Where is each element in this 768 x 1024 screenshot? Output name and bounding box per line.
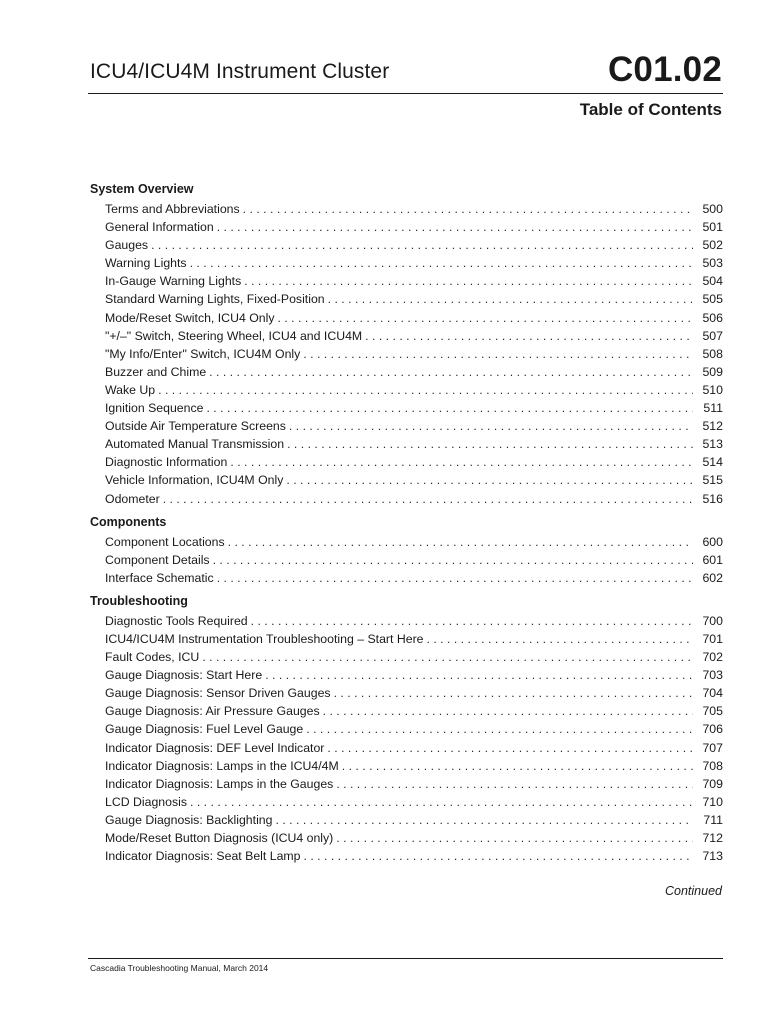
toc-entry[interactable] (90, 381, 723, 399)
toc-section (90, 180, 723, 508)
dot-leader (228, 533, 693, 551)
toc-entry[interactable] (90, 218, 723, 236)
dot-leader (303, 345, 693, 363)
entry-title: Fault Codes, ICU (105, 650, 200, 665)
entry-page-number: 704 (702, 686, 723, 701)
dot-leader (327, 739, 693, 757)
section-code: C01.02 (607, 50, 722, 89)
toc-entry[interactable] (90, 612, 723, 630)
toc-entry[interactable] (90, 739, 723, 757)
entry-title: Indicator Diagnosis: Lamps in the Gauges (105, 776, 334, 791)
toc-entry[interactable] (90, 666, 723, 684)
dot-leader (304, 847, 694, 865)
toc-entry[interactable] (90, 200, 723, 218)
entry-page-number: 515 (702, 473, 723, 488)
dot-leader (190, 254, 693, 272)
dot-leader (202, 648, 693, 666)
dot-leader (342, 757, 693, 775)
section-heading: System Overview (90, 182, 194, 196)
toc-entry[interactable] (90, 630, 723, 648)
entry-title: Warning Lights (105, 256, 187, 271)
toc-entry[interactable] (90, 720, 723, 738)
toc-entry[interactable] (90, 569, 723, 587)
dot-leader (206, 399, 693, 417)
entry-title: Odometer (105, 491, 160, 506)
entry-page-number: 507 (702, 328, 723, 343)
entry-page-number: 505 (702, 292, 723, 307)
dot-leader (427, 630, 693, 648)
entry-title: Standard Warning Lights, Fixed-Position (105, 292, 325, 307)
dot-leader (278, 309, 694, 327)
dot-leader (336, 829, 693, 847)
entry-page-number: 710 (702, 794, 723, 809)
toc-entry[interactable] (90, 702, 723, 720)
dot-leader (163, 490, 693, 508)
toc-entry[interactable] (90, 829, 723, 847)
dot-leader (275, 811, 693, 829)
dot-leader (336, 775, 693, 793)
entry-page-number: 512 (702, 419, 723, 434)
entry-title: "My Info/Enter" Switch, ICU4M Only (105, 346, 301, 361)
entry-title: Wake Up (105, 382, 156, 397)
dot-leader (190, 793, 693, 811)
entry-page-number: 702 (702, 650, 723, 665)
toc-entry[interactable] (90, 363, 723, 381)
entry-title: Gauge Diagnosis: Sensor Driven Gauges (105, 686, 331, 701)
entry-page-number: 511 (703, 401, 723, 416)
dot-leader (244, 272, 693, 290)
toc-entry[interactable] (90, 272, 723, 290)
entry-title: Vehicle Information, ICU4M Only (105, 473, 284, 488)
entry-title: Indicator Diagnosis: Lamps in the ICU4/4M (105, 758, 339, 773)
toc-entry[interactable] (90, 847, 723, 865)
entry-page-number: 513 (702, 437, 723, 452)
entry-page-number: 600 (702, 534, 723, 549)
toc-entry[interactable] (90, 757, 723, 775)
toc-entry[interactable] (90, 551, 723, 569)
dot-leader (286, 471, 693, 489)
entry-page-number: 706 (702, 722, 723, 737)
toc-entry[interactable] (90, 254, 723, 272)
footer-divider (88, 958, 723, 959)
toc-entry[interactable] (90, 399, 723, 417)
section-heading: Components (90, 514, 167, 529)
entry-page-number: 516 (702, 491, 723, 506)
entry-page-number: 510 (702, 382, 723, 397)
toc-entry[interactable] (90, 345, 723, 363)
document-title: ICU4/ICU4M Instrument Cluster (90, 60, 390, 83)
toc-entry[interactable] (90, 236, 723, 254)
entry-title: Gauge Diagnosis: Start Here (105, 668, 263, 683)
entry-title: "+/–" Switch, Steering Wheel, ICU4 and ICU4M (105, 328, 363, 343)
entry-page-number: 700 (702, 613, 723, 628)
continued-label: Continued (665, 884, 722, 898)
entry-title: Terms and Abbreviations (105, 202, 240, 216)
entry-title: Buzzer and Chime (105, 364, 207, 379)
toc-entry[interactable] (90, 533, 723, 551)
dot-leader (328, 290, 693, 308)
dot-leader (230, 453, 693, 471)
entry-title: Gauges (105, 238, 149, 253)
entry-page-number: 506 (702, 310, 723, 325)
toc-entry[interactable] (90, 435, 723, 453)
entry-page-number: 707 (702, 740, 723, 755)
toc-entry[interactable] (90, 453, 723, 471)
entry-page-number: 500 (702, 202, 723, 216)
toc-section (90, 592, 723, 865)
entry-page-number: 713 (702, 849, 723, 864)
dot-leader (151, 236, 693, 254)
entry-title: Diagnostic Tools Required (105, 613, 248, 628)
entry-page-number: 709 (702, 776, 723, 791)
toc-entry[interactable] (90, 417, 723, 435)
entry-title: Gauge Diagnosis: Fuel Level Gauge (105, 722, 304, 737)
toc-entry[interactable] (90, 327, 723, 345)
entry-title: Component Details (105, 552, 210, 567)
entry-title: Indicator Diagnosis: DEF Level Indicator (105, 740, 325, 755)
dot-leader (306, 720, 693, 738)
entry-title: Indicator Diagnosis: Seat Belt Lamp (105, 849, 301, 864)
dot-leader (217, 569, 693, 587)
dot-leader (289, 417, 693, 435)
entry-title: Outside Air Temperature Screens (105, 419, 286, 434)
dot-leader (243, 200, 693, 218)
entry-title: LCD Diagnosis (105, 794, 188, 809)
toc-entry[interactable] (90, 309, 723, 327)
dot-leader (217, 218, 693, 236)
entry-page-number: 509 (702, 364, 723, 379)
entry-title: Diagnostic Information (105, 455, 228, 470)
dot-leader (209, 363, 693, 381)
entry-page-number: 705 (702, 704, 723, 719)
entry-page-number: 711 (703, 812, 723, 827)
entry-title: Gauge Diagnosis: Air Pressure Gauges (105, 704, 320, 719)
entry-page-number: 703 (702, 668, 723, 683)
entry-title: Mode/Reset Button Diagnosis (ICU4 only) (105, 831, 334, 845)
dot-leader (334, 684, 693, 702)
entry-page-number: 503 (702, 256, 723, 271)
footer-text: Cascadia Troubleshooting Manual, March 2014 (90, 963, 269, 973)
toc-entry[interactable] (90, 793, 723, 811)
entry-page-number: 508 (702, 346, 723, 361)
entry-title: General Information (105, 220, 214, 235)
entry-page-number: 514 (702, 455, 723, 470)
entry-title: Component Locations (105, 534, 225, 549)
toc-entry[interactable] (90, 775, 723, 793)
dot-leader (158, 381, 693, 399)
entry-title: Gauge Diagnosis: Backlighting (105, 812, 273, 827)
entry-page-number: 708 (702, 758, 723, 773)
toc-entry[interactable] (90, 490, 723, 508)
entry-page-number: 602 (702, 570, 723, 585)
dot-leader (287, 435, 693, 453)
table-of-contents (90, 180, 723, 870)
dot-leader (365, 327, 693, 345)
entry-page-number: 701 (702, 631, 723, 646)
section-heading: Troubleshooting (90, 593, 188, 608)
entry-page-number: 502 (702, 238, 723, 253)
entry-page-number: 504 (702, 274, 723, 289)
entry-title: Automated Manual Transmission (105, 437, 285, 452)
toc-entry[interactable] (90, 648, 723, 666)
page-subtitle: Table of Contents (579, 100, 722, 119)
dot-leader (265, 666, 693, 684)
entry-title: In-Gauge Warning Lights (105, 274, 242, 289)
entry-title: Interface Schematic (105, 570, 214, 585)
dot-leader (251, 612, 693, 630)
toc-entry[interactable] (90, 471, 723, 489)
entry-page-number: 601 (702, 552, 723, 567)
toc-entry[interactable] (90, 290, 723, 308)
toc-section (90, 513, 723, 587)
entry-page-number: 501 (702, 220, 723, 235)
header-divider (88, 93, 723, 94)
dot-leader (213, 551, 693, 569)
toc-entry[interactable] (90, 684, 723, 702)
entry-page-number: 712 (702, 831, 723, 845)
toc-entry[interactable] (90, 811, 723, 829)
entry-title: Ignition Sequence (105, 401, 204, 416)
dot-leader (323, 702, 693, 720)
entry-title: ICU4/ICU4M Instrumentation Troubleshooting – Start Here (105, 631, 424, 646)
entry-title: Mode/Reset Switch, ICU4 Only (105, 310, 275, 325)
